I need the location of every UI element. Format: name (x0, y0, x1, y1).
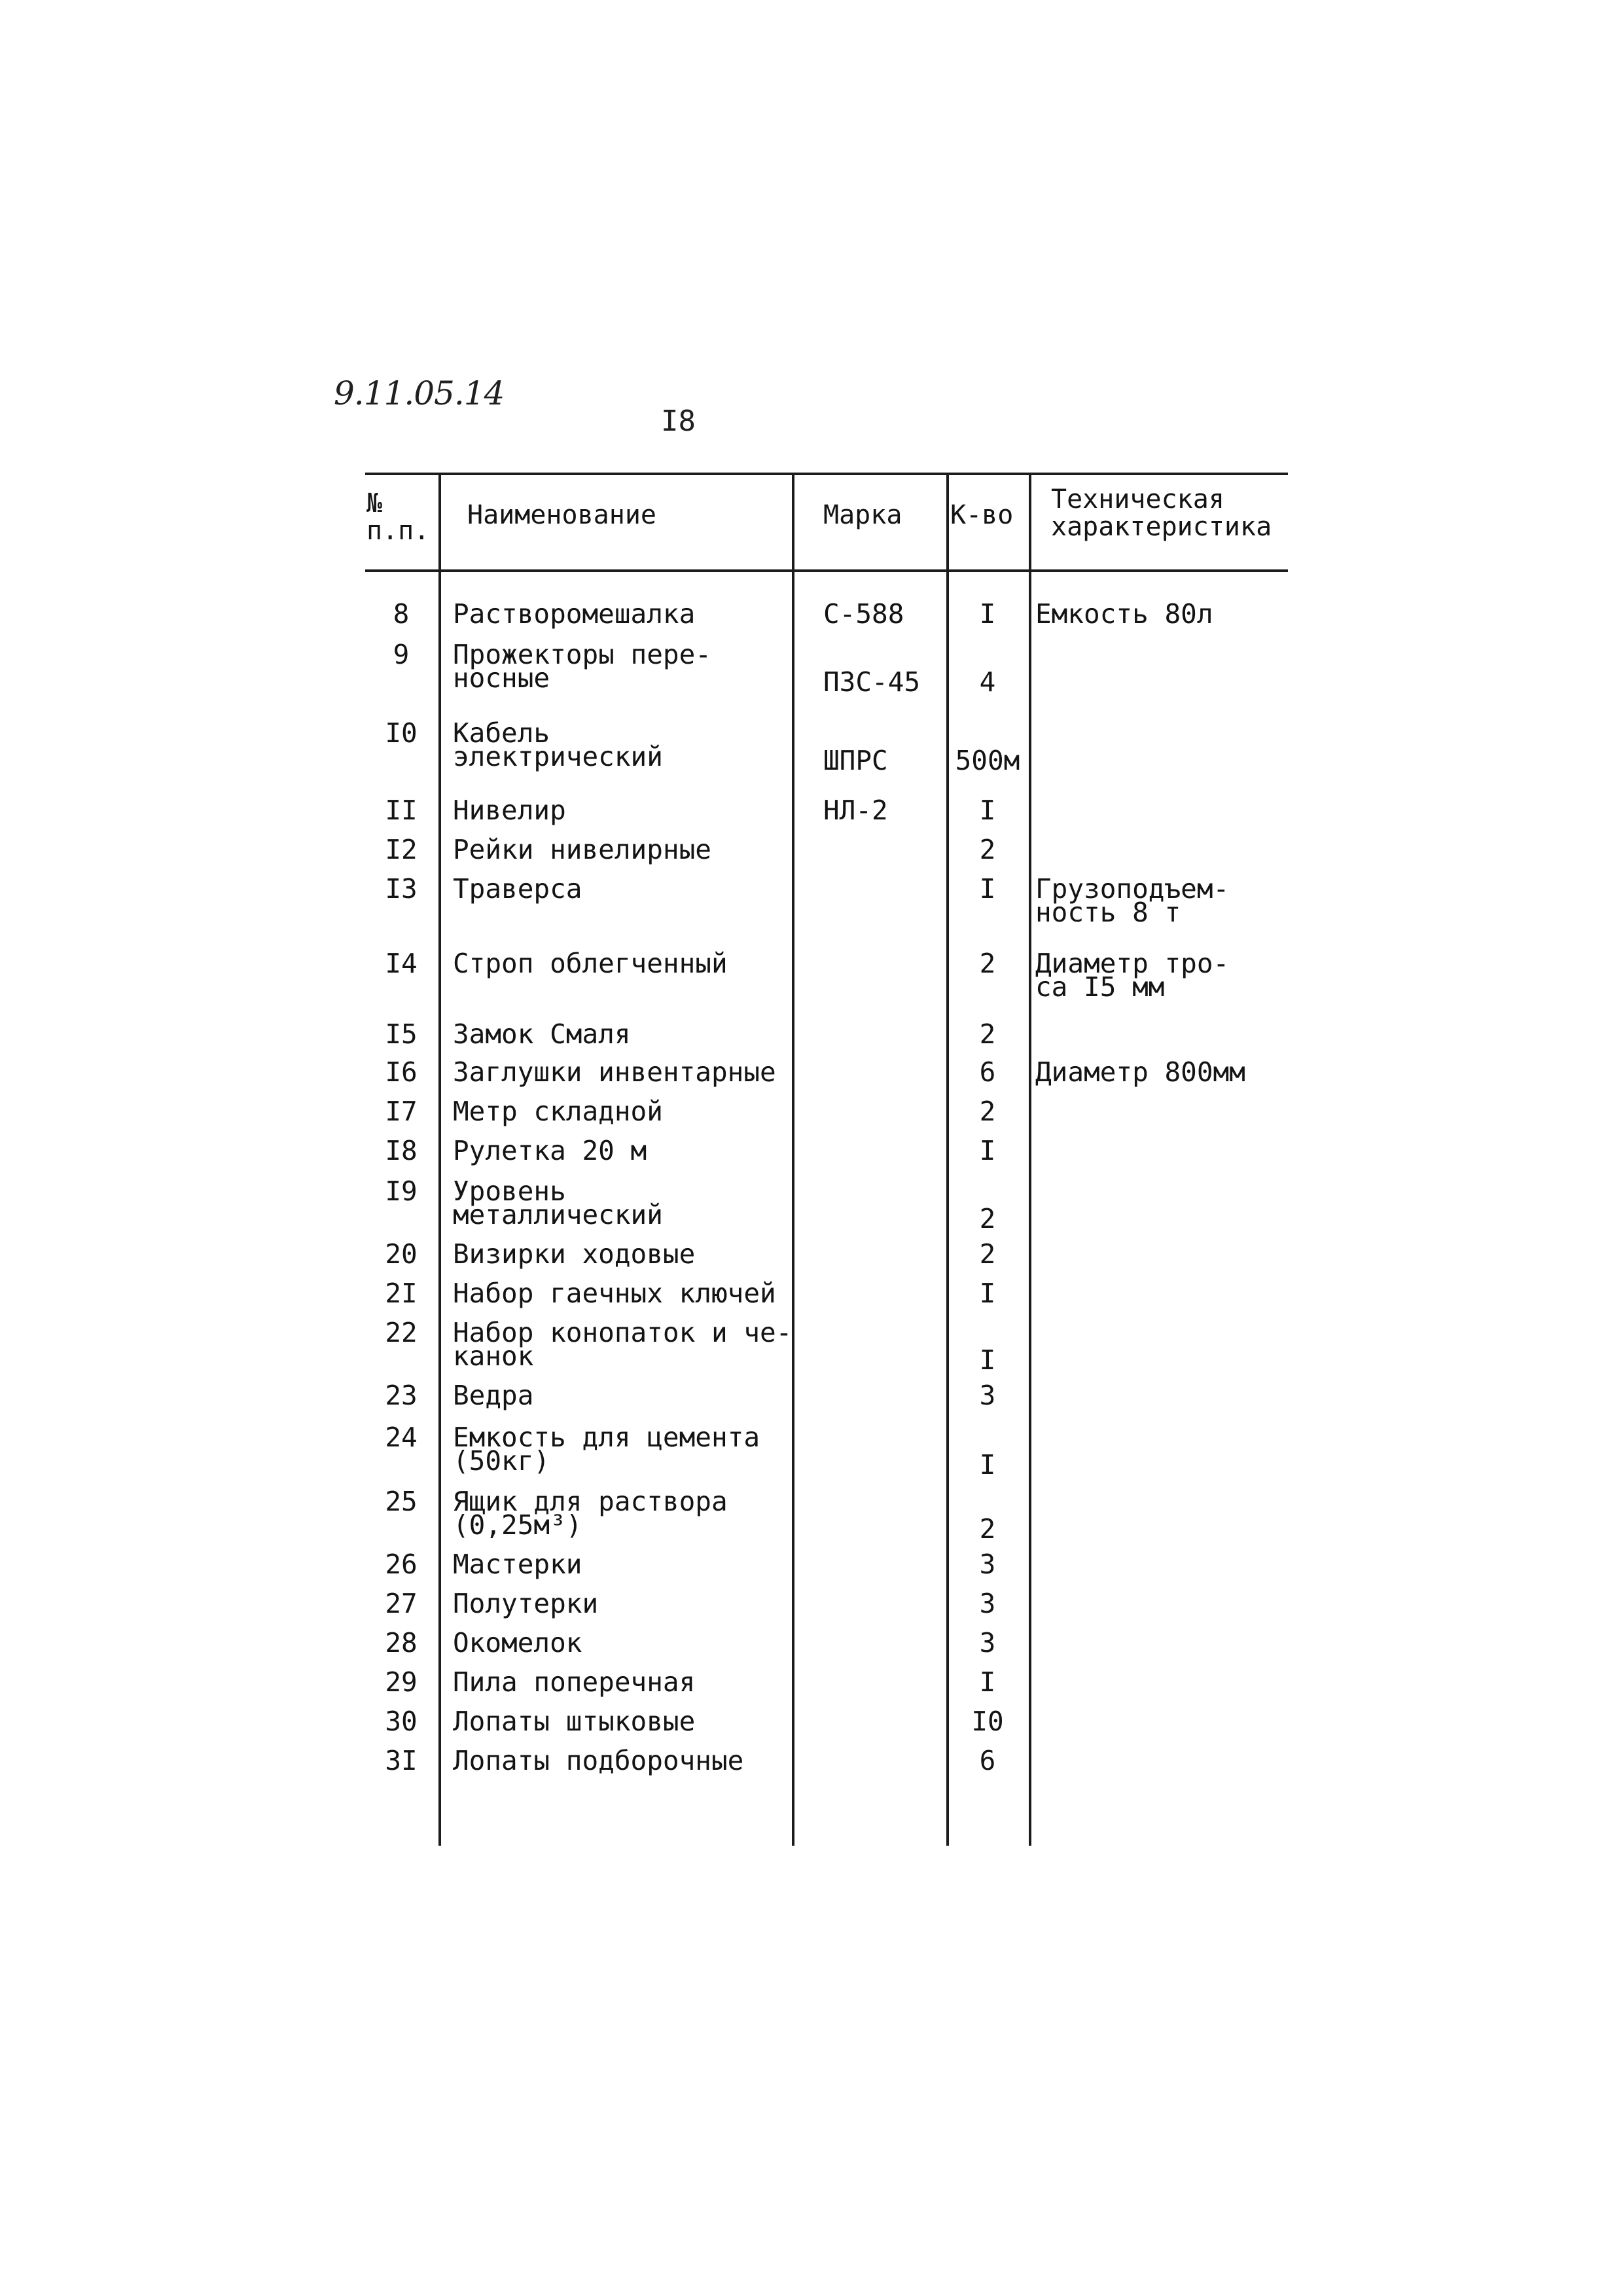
header-spec: Техническая характеристика (1051, 484, 1272, 542)
page-number: I8 (661, 404, 696, 438)
row-name: Мастерки (453, 1549, 582, 1580)
row-number: I4 (385, 948, 418, 979)
row-name: Растворомешалка (453, 598, 696, 630)
row-quantity: I (979, 598, 996, 630)
row-spec: Емкость 80л (1035, 598, 1213, 630)
row-quantity: I (979, 1135, 996, 1166)
column-divider (438, 473, 441, 1846)
row-name: Окомелок (453, 1627, 582, 1659)
column-divider (792, 473, 794, 1846)
row-quantity: 3 (979, 1549, 996, 1580)
row-number: I5 (385, 1018, 418, 1050)
row-name: Замок Смаля (453, 1018, 631, 1050)
row-quantity: 3 (979, 1588, 996, 1619)
row-number: 23 (385, 1380, 418, 1411)
equipment-table (365, 473, 1288, 1846)
header-name: Наименование (467, 500, 656, 530)
row-mark: С-588 (823, 598, 904, 630)
row-number: 20 (385, 1238, 418, 1270)
row-number: 29 (385, 1666, 418, 1698)
row-name: Кабель электрический (453, 717, 663, 772)
row-name: Набор конопаток и че- канок (453, 1317, 793, 1372)
row-name: Визирки ходовые (453, 1238, 696, 1270)
row-spec: Диаметр 800мм (1035, 1056, 1245, 1088)
row-quantity: I (979, 1449, 996, 1480)
row-spec: Грузоподъем- ность 8 т (1035, 873, 1230, 928)
row-name: Траверса (453, 873, 582, 905)
column-divider (1029, 473, 1031, 1846)
row-number: 22 (385, 1317, 418, 1348)
row-number: 28 (385, 1627, 418, 1659)
row-number: II (385, 795, 418, 826)
row-name: Прожекторы пере- носные (453, 639, 711, 694)
row-number: 25 (385, 1486, 418, 1517)
row-name: Полутерки (453, 1588, 599, 1619)
row-quantity: I (979, 1344, 996, 1376)
row-quantity: 2 (979, 1203, 996, 1234)
row-name: Ящик для раствора (0,25м³) (453, 1486, 728, 1541)
row-number: 8 (393, 598, 410, 630)
row-quantity: 4 (979, 666, 996, 698)
row-number: 30 (385, 1706, 418, 1737)
row-quantity: 500м (955, 745, 1020, 776)
row-mark: ШПРС (823, 745, 888, 776)
table-header-rule (365, 569, 1288, 572)
row-quantity: 6 (979, 1745, 996, 1776)
row-name: Ведра (453, 1380, 534, 1411)
row-name: Нивелир (453, 795, 566, 826)
row-quantity: I (979, 1666, 996, 1698)
row-number: 26 (385, 1549, 418, 1580)
row-quantity: 6 (979, 1056, 996, 1088)
row-number: I8 (385, 1135, 418, 1166)
row-mark: НЛ-2 (823, 795, 888, 826)
row-number: I6 (385, 1056, 418, 1088)
row-name: Емкость для цемента (50кг) (453, 1422, 760, 1477)
header-quantity: К-во (950, 500, 1014, 530)
row-number: I2 (385, 834, 418, 865)
row-name: Пила поперечная (453, 1666, 696, 1698)
row-quantity: I0 (971, 1706, 1004, 1737)
row-quantity: 2 (979, 948, 996, 979)
row-mark: ПЗС-45 (823, 666, 921, 698)
row-name: Метр складной (453, 1096, 663, 1127)
header-number: № п.п. (366, 488, 430, 546)
document-code: 9.11.05.14 (334, 374, 505, 412)
row-number: I3 (385, 873, 418, 905)
row-number: 2I (385, 1278, 418, 1309)
row-quantity: 2 (979, 1018, 996, 1050)
row-name: Строп облегченный (453, 948, 728, 979)
row-name: Рейки нивелирные (453, 834, 711, 865)
row-quantity: 2 (979, 834, 996, 865)
row-name: Заглушки инвентарные (453, 1056, 776, 1088)
row-name: Набор гаечных ключей (453, 1278, 776, 1309)
row-quantity: 3 (979, 1380, 996, 1411)
row-number: 3I (385, 1745, 418, 1776)
row-name: Лопаты штыковые (453, 1706, 696, 1737)
row-name: Лопаты подборочные (453, 1745, 744, 1776)
table-top-rule (365, 473, 1288, 475)
row-number: I0 (385, 717, 418, 749)
row-quantity: I (979, 873, 996, 905)
row-number: I7 (385, 1096, 418, 1127)
row-quantity: 3 (979, 1627, 996, 1659)
row-quantity: I (979, 795, 996, 826)
row-quantity: 2 (979, 1096, 996, 1127)
row-number: 27 (385, 1588, 418, 1619)
row-spec: Диаметр тро- са I5 мм (1035, 948, 1230, 1003)
row-quantity: 2 (979, 1238, 996, 1270)
header-mark: Марка (823, 500, 902, 530)
row-quantity: I (979, 1278, 996, 1309)
row-quantity: 2 (979, 1513, 996, 1545)
row-number: 9 (393, 639, 410, 670)
row-name: Рулетка 20 м (453, 1135, 647, 1166)
row-number: 24 (385, 1422, 418, 1453)
row-number: I9 (385, 1175, 418, 1207)
row-name: Уровень металлический (453, 1175, 663, 1230)
